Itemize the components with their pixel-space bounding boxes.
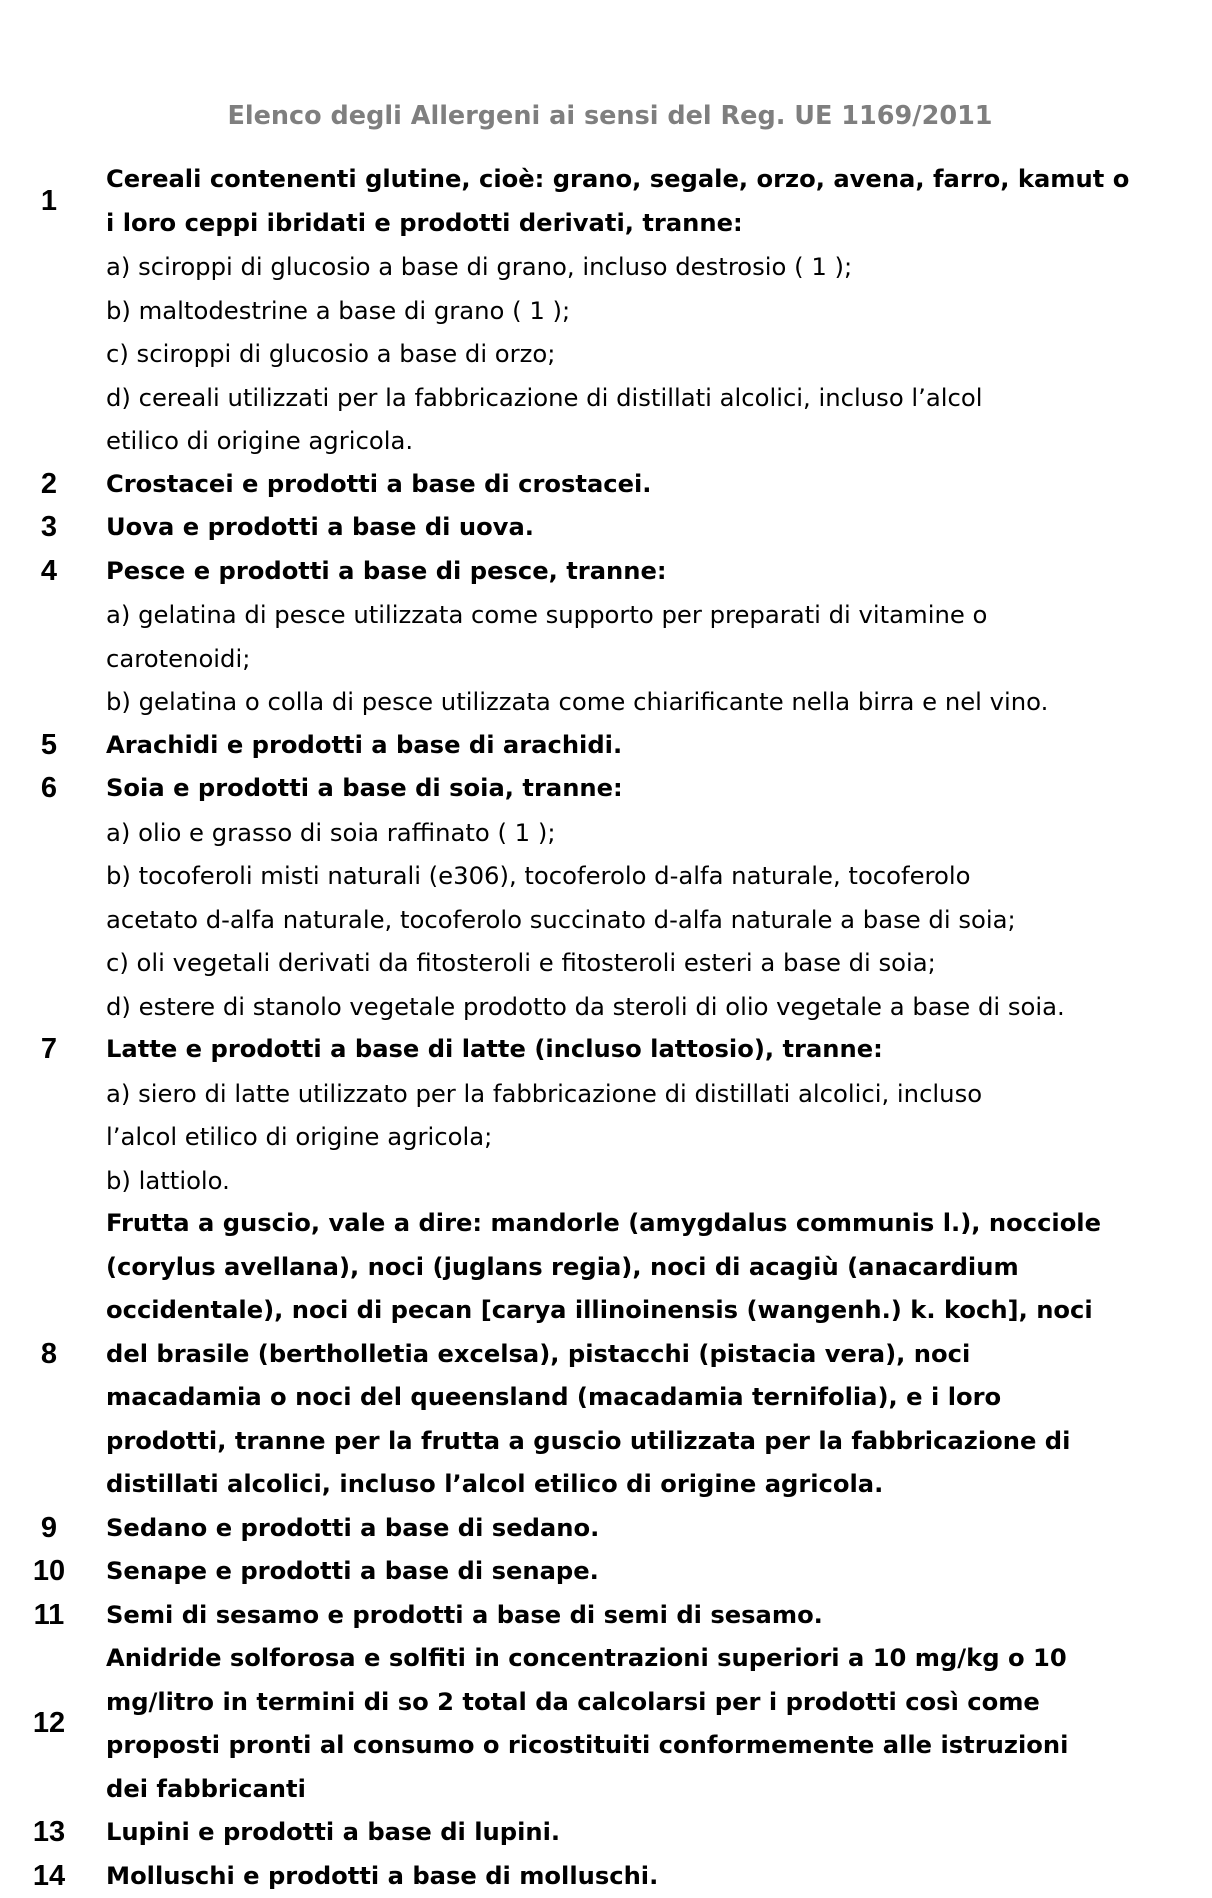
allergen-number: 12 [0, 1702, 98, 1746]
allergen-heading-line: i loro ceppi ibridati e prodotti derivati, tranne: [106, 202, 1212, 246]
allergen-exception-line: a) siero di latte utilizzato per la fabbricazione di distillati alcolici, incluso [106, 1072, 1212, 1116]
allergen-heading-line: Pesce e prodotti a base di pesce, tranne: [106, 550, 1212, 594]
allergen-number: 7 [0, 1028, 98, 1072]
allergen-heading-line: del brasile (bertholletia excelsa), pistacchi (pistacia vera), noci [106, 1333, 1212, 1377]
allergen-exception-line: b) lattiolo. [106, 1159, 1212, 1203]
allergen-heading-line: Uova e prodotti a base di uova. [106, 506, 1212, 550]
allergen-row [0, 1811, 1212, 1855]
allergen-heading-line: Sedano e prodotti a base di sedano. [106, 1507, 1212, 1551]
allergen-heading-line: Latte e prodotti a base di latte (incluso lattosio), tranne: [106, 1028, 1212, 1072]
allergen-exception-line: b) tocoferoli misti naturali (e306), tocoferolo d-alfa naturale, tocoferolo [106, 854, 1212, 898]
allergen-description [98, 1028, 1212, 1202]
allergen-row [0, 1637, 1212, 1811]
allergen-exception-line: a) sciroppi di glucosio a base di grano, incluso destrosio ( 1 ); [106, 245, 1212, 289]
allergen-exception-line: acetato d-alfa naturale, tocoferolo succinato d-alfa naturale a base di soia; [106, 898, 1212, 942]
allergen-number: 2 [0, 463, 98, 507]
allergen-exception-line: carotenoidi; [106, 637, 1212, 681]
allergen-heading-line: macadamia o noci del queensland (macadamia ternifolia), e i loro [106, 1376, 1212, 1420]
allergen-exception-line: c) sciroppi di glucosio a base di orzo; [106, 332, 1212, 376]
allergen-number: 6 [0, 767, 98, 811]
allergen-row [0, 1550, 1212, 1594]
allergen-description [98, 463, 1212, 507]
allergen-heading-line: prodotti, tranne per la frutta a guscio utilizzata per la fabbricazione di [106, 1420, 1212, 1464]
allergen-heading-line: Molluschi e prodotti a base di molluschi. [106, 1855, 1212, 1898]
allergen-heading-line: Arachidi e prodotti a base di arachidi. [106, 724, 1212, 768]
allergen-description [98, 1855, 1212, 1898]
allergen-number: 4 [0, 550, 98, 594]
allergen-exception-line: c) oli vegetali derivati da fitosteroli e fitosteroli esteri a base di soia; [106, 941, 1212, 985]
allergen-row [0, 1507, 1212, 1551]
allergen-description [98, 724, 1212, 768]
allergen-exception-line: d) cereali utilizzati per la fabbricazione di distillati alcolici, incluso l’alcol [106, 376, 1212, 420]
allergen-exception-line: etilico di origine agricola. [106, 419, 1212, 463]
allergen-description [98, 1594, 1212, 1638]
document-title [0, 96, 1212, 136]
allergen-description [98, 550, 1212, 724]
allergen-heading-line: occidentale), noci di pecan [carya illinoinensis (wangenh.) k. koch], noci [106, 1289, 1212, 1333]
allergen-row [0, 1028, 1212, 1202]
allergen-number: 10 [0, 1550, 98, 1594]
allergen-description [98, 1550, 1212, 1594]
allergen-heading-line: Semi di sesamo e prodotti a base di semi di sesamo. [106, 1594, 1212, 1638]
allergen-heading-line: dei fabbricanti [106, 1768, 1212, 1812]
allergen-row [0, 1594, 1212, 1638]
allergen-row [0, 550, 1212, 724]
allergen-number: 5 [0, 724, 98, 768]
allergen-description [98, 506, 1212, 550]
allergen-heading-line: Frutta a guscio, vale a dire: mandorle (amygdalus communis l.), nocciole [106, 1202, 1212, 1246]
allergen-description [98, 1811, 1212, 1855]
allergen-exception-line: d) estere di stanolo vegetale prodotto da steroli di olio vegetale a base di soia. [106, 985, 1212, 1029]
allergen-number: 9 [0, 1507, 98, 1551]
allergen-row [0, 1202, 1212, 1507]
allergen-description [98, 1202, 1212, 1507]
allergen-heading-line: (corylus avellana), noci (juglans regia), noci di acagiù (anacardium [106, 1246, 1212, 1290]
allergen-number: 8 [0, 1333, 98, 1377]
allergen-heading-line: Senape e prodotti a base di senape. [106, 1550, 1212, 1594]
allergen-number: 3 [0, 506, 98, 550]
allergen-row [0, 158, 1212, 463]
allergen-row [0, 1855, 1212, 1898]
allergen-exception-line: a) olio e grasso di soia raffinato ( 1 ); [106, 811, 1212, 855]
allergen-row [0, 724, 1212, 768]
allergen-description [98, 1507, 1212, 1551]
allergen-heading-line: Anidride solforosa e solfiti in concentrazioni superiori a 10 mg/kg o 10 [106, 1637, 1212, 1681]
allergen-description [98, 767, 1212, 1028]
allergen-heading-line: Soia e prodotti a base di soia, tranne: [106, 767, 1212, 811]
allergen-exception-line: b) gelatina o colla di pesce utilizzata come chiarificante nella birra e nel vino. [106, 680, 1212, 724]
allergen-heading-line: Lupini e prodotti a base di lupini. [106, 1811, 1212, 1855]
allergen-heading-line: proposti pronti al consumo o ricostituiti conformemente alle istruzioni [106, 1724, 1212, 1768]
allergen-number: 1 [0, 158, 98, 224]
allergen-heading-line: distillati alcolici, incluso l’alcol etilico di origine agricola. [106, 1463, 1212, 1507]
allergen-row [0, 463, 1212, 507]
allergen-description [98, 1637, 1212, 1811]
allergen-heading-line: Cereali contenenti glutine, cioè: grano, segale, orzo, avena, farro, kamut o [106, 158, 1212, 202]
allergen-number: 14 [0, 1855, 98, 1898]
allergen-exception-line: l’alcol etilico di origine agricola; [106, 1115, 1212, 1159]
allergen-exception-line: a) gelatina di pesce utilizzata come supporto per preparati di vitamine o [106, 593, 1212, 637]
document-title-text: Elenco degli Allergeni ai sensi del Reg. UE 1169/2011 [227, 101, 992, 131]
allergen-description [98, 158, 1212, 463]
allergen-row [0, 767, 1212, 1028]
allergen-number: 13 [0, 1811, 98, 1855]
allergen-list [0, 158, 1212, 1898]
allergen-heading-line: Crostacei e prodotti a base di crostacei. [106, 463, 1212, 507]
allergen-row [0, 506, 1212, 550]
allergen-number: 11 [0, 1594, 98, 1638]
allergen-heading-line: mg/litro in termini di so 2 total da calcolarsi per i prodotti così come [106, 1681, 1212, 1725]
allergen-exception-line: b) maltodestrine a base di grano ( 1 ); [106, 289, 1212, 333]
